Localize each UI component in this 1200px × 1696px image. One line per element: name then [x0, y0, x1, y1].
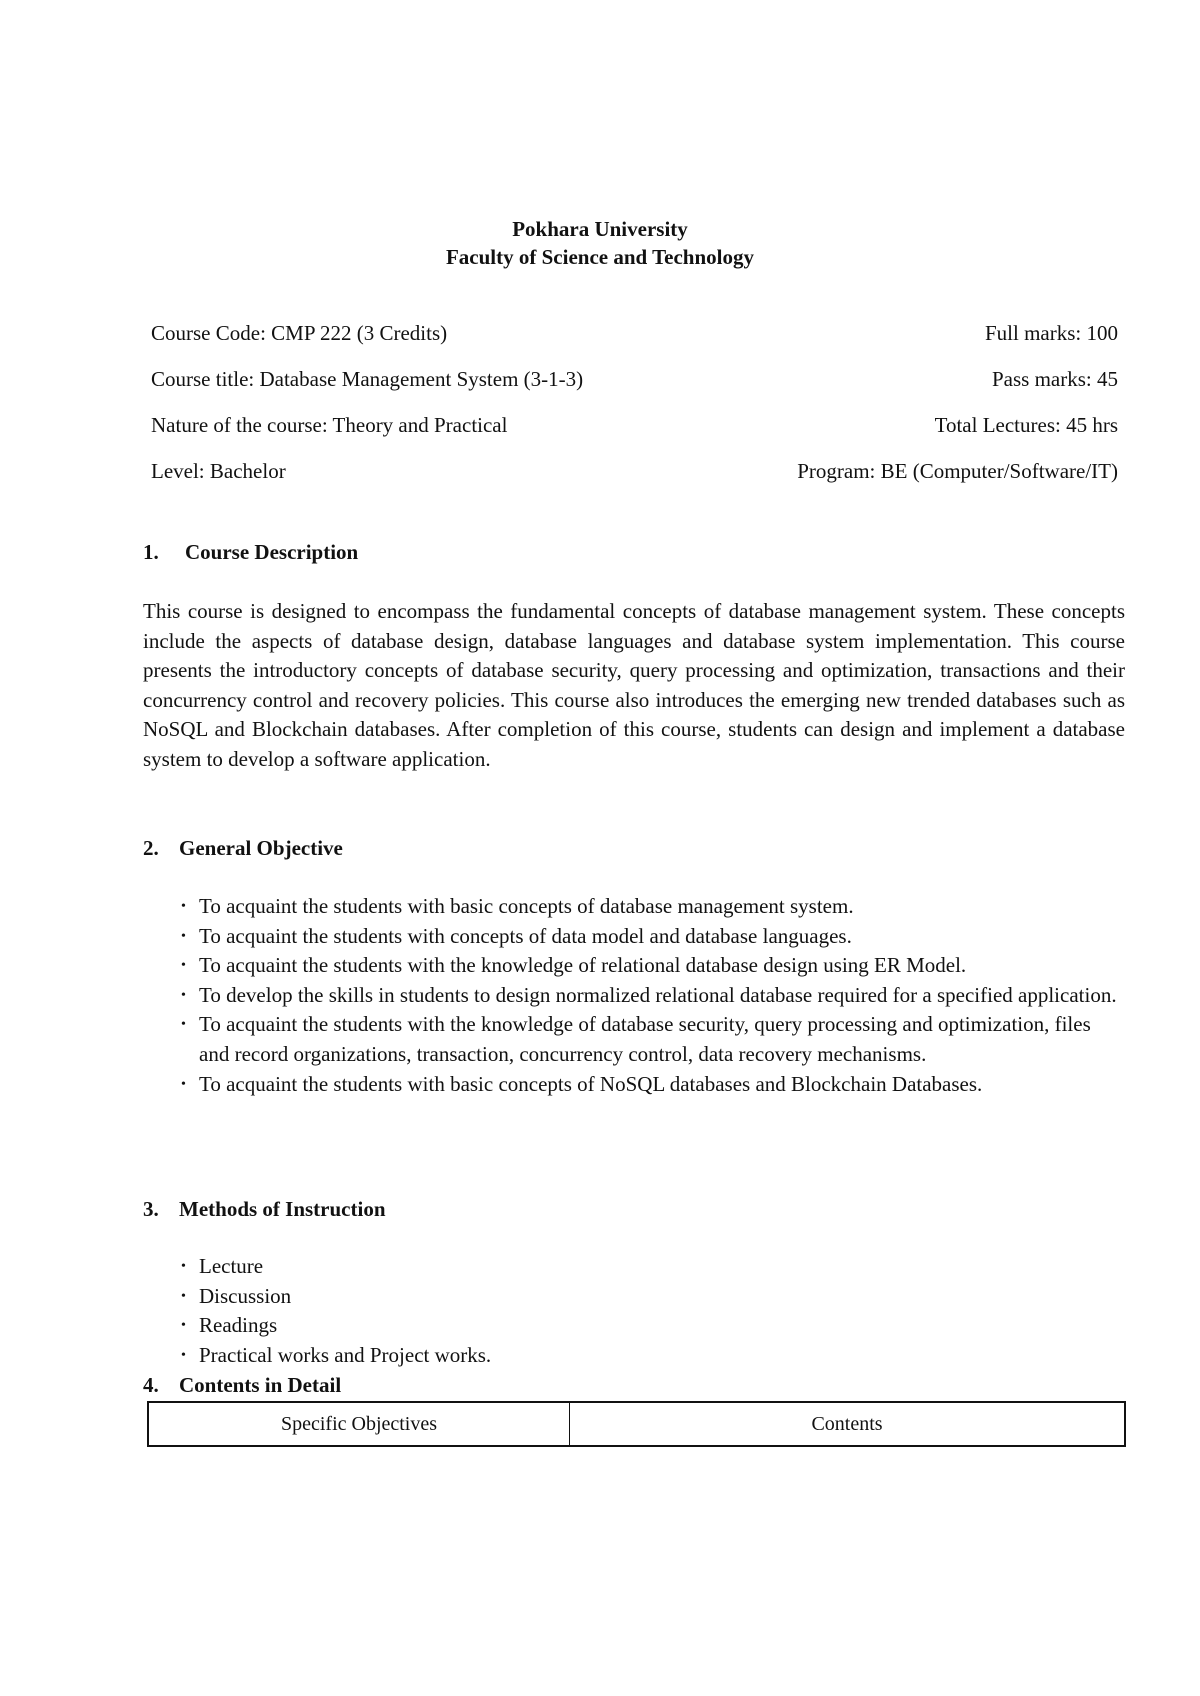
list-item: • To develop the skills in students to design normalized relational database required for a specified application. — [181, 981, 1121, 1011]
course-description-paragraph: This course is designed to encompass the fundamental concepts of database management system. These concepts include the aspects of database design, database languages and database system implementation. This course presents the introductory concepts of database security, query processing and optimization, transactions and their concurrency control and recovery policies. This course also introduces the emerging new trended databases such as NoSQL and Blockchain databases. After completion of this course, students can design and implement a database system to develop a software application. — [143, 599, 1125, 771]
contents-table — [147, 1401, 1126, 1447]
section-title: Methods of Instruction — [179, 1197, 386, 1221]
course-code: Course Code: CMP 222 (3 Credits) — [151, 321, 448, 345]
bullet-icon: • — [181, 899, 186, 914]
total-lectures: Total Lectures: 45 hrs — [934, 413, 1118, 437]
methods-of-instruction-list — [181, 1252, 1121, 1370]
section-title: Contents in Detail — [179, 1373, 342, 1397]
bullet-icon: • — [181, 1076, 186, 1092]
course-info-row — [151, 365, 1118, 393]
list-item: • To acquaint the students with the knowledge of database security, query processing and optimization, files and record organizations, transaction, concurrency control, data recovery mechanisms. — [181, 1012, 1091, 1066]
university-name: Pokhara University — [512, 217, 688, 241]
list-item: • To acquaint the students with concepts of data model and database languages. — [181, 922, 1121, 952]
section-heading-methods-of-instruction — [143, 1195, 386, 1223]
section-number: 4. — [143, 1373, 159, 1397]
full-marks: Full marks: 100 — [984, 321, 1118, 345]
bullet-icon: • — [181, 1288, 186, 1304]
course-info-row — [151, 319, 1118, 347]
section-heading-contents-in-detail — [143, 1371, 341, 1399]
course-level: Level: Bachelor — [151, 459, 286, 483]
pass-marks: Pass marks: 45 — [992, 367, 1118, 391]
bullet-icon: • — [181, 1318, 186, 1334]
course-title: Course title: Database Management System (3-1-3) — [151, 367, 584, 391]
program: Program: BE (Computer/Software/IT) — [797, 459, 1118, 483]
bullet-icon: • — [181, 1347, 186, 1363]
list-item: • To acquaint the students with basic concepts of database management system. — [181, 892, 1121, 922]
section-heading-course-description — [143, 538, 358, 566]
list-item: • Discussion — [181, 1282, 1121, 1312]
document-header — [0, 215, 1200, 271]
faculty-name: Faculty of Science and Technology — [445, 245, 755, 269]
bullet-icon: • — [181, 928, 186, 944]
list-item: • Practical works and Project works. — [181, 1341, 1121, 1371]
list-item: • Lecture — [181, 1252, 1121, 1282]
section-number: 2. — [143, 836, 159, 860]
table-header-cell: Specific Objectives — [149, 1403, 570, 1445]
list-item: • To acquaint the students with the knowledge of relational database design using ER Model. — [181, 951, 1121, 981]
section-title: Course Description — [185, 540, 359, 564]
general-objective-list — [181, 892, 1121, 1099]
bullet-icon: • — [181, 1259, 186, 1274]
bullet-icon: • — [181, 987, 186, 1003]
bullet-icon: • — [181, 958, 186, 974]
course-info-row — [151, 411, 1118, 439]
list-item: • Readings — [181, 1311, 1121, 1341]
table-header-cell: Contents — [811, 1412, 883, 1435]
section-heading-general-objective — [143, 834, 343, 862]
section-number: 1. — [143, 540, 159, 564]
section-number: 3. — [143, 1197, 159, 1221]
course-info-row — [151, 457, 1118, 485]
list-item: • To acquaint the students with basic concepts of NoSQL databases and Blockchain Databases. — [181, 1070, 1121, 1100]
course-nature: Nature of the course: Theory and Practical — [151, 413, 508, 437]
section-title: General Objective — [179, 836, 343, 860]
bullet-icon: • — [181, 1017, 186, 1033]
